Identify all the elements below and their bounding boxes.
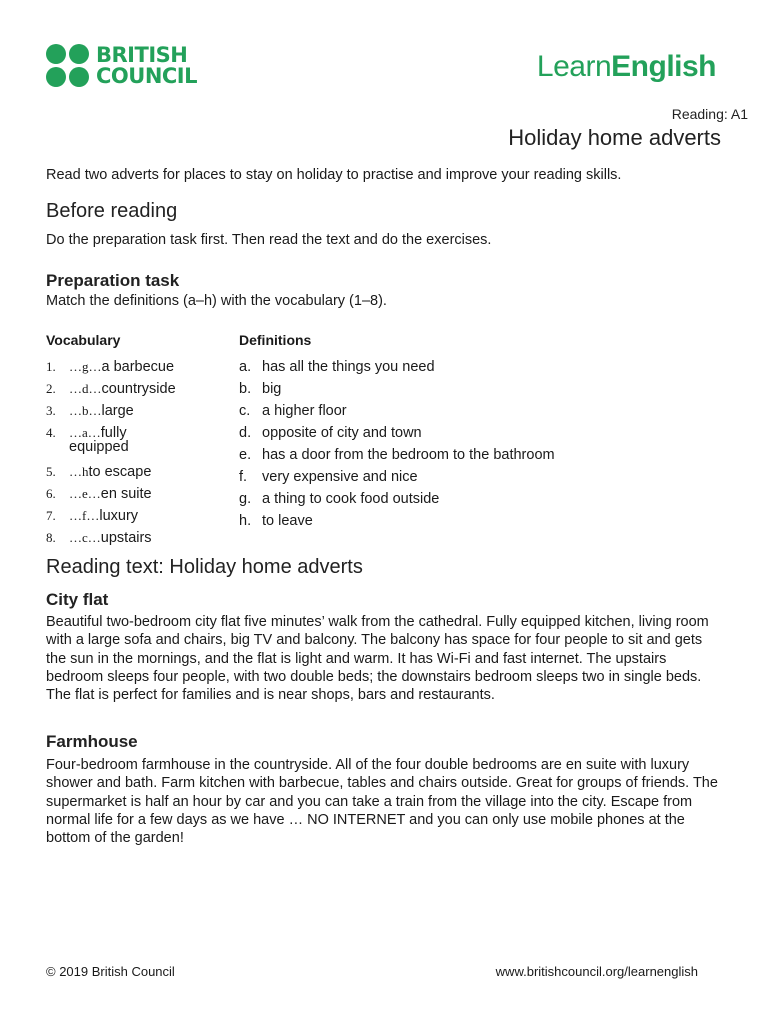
logo-line-1: BRITISH [96,42,188,67]
vocab-item: 1. …g… a barbecue [46,356,236,378]
vocab-answer: …c… [69,530,101,545]
logo-dots-icon [46,44,89,87]
page-title: Holiday home adverts [508,125,721,150]
learnenglish-brand [537,50,716,84]
vocab-item-continuation: equipped [69,439,129,455]
vocab-answer: …d… [69,381,102,396]
definition-item: g. a thing to cook food outside [239,491,440,507]
intro-text: Read two adverts for places to stay on holiday to practise and improve your reading skills. [46,167,622,183]
vocab-item: 2. …d… countryside [46,378,236,400]
before-reading-heading: Before reading [46,200,178,222]
vocab-answer: …e… [69,486,101,501]
vocab-item: 3. …b… large [46,400,236,422]
definitions-list [239,356,555,532]
vocab-answer: …a… [69,425,101,440]
vocab-answer: …g… [69,359,102,374]
definition-item: e. has a door from the bedroom to the bathroom [239,447,555,463]
brand-english: English [611,50,716,83]
preparation-instruction: Match the definitions (a–h) with the vocabulary (1–8). [46,293,387,309]
vocab-answer: …h [69,464,89,479]
definition-item: c. a higher floor [239,403,347,419]
definition-item: h. to leave [239,513,313,529]
website-link[interactable]: www.britishcouncil.org/learnenglish [495,964,698,979]
farmhouse-text: Four-bedroom farmhouse in the countryside. All of the four double bedrooms are en suite with luxury shower and bath. Farm kitchen with barbecue, tables and chairs outside. Great for groups of friends. The supermarket is half an hour by car and you can take a train from the village into the city. Escape from normal life for a few days as we have … NO INTERNET and you can only use mobile phones at the bottom of the garden! [46,757,718,847]
preparation-heading: Preparation task [46,271,180,290]
city-flat-text: Beautiful two-bedroom city flat five minutes’ walk from the cathedral. Fully equipped kitchen, living room with a large sofa and chairs, big TV and balcony. The balcony has space for four people to sit and gets the sun in the mornings, and the flat is light and warm. It has Wi-Fi and fast internet. The upstairs bedroom sleeps four people, with two double beds; the downstairs bedroom sleeps two in single beds. The flat is perfect for families and is near shops, bars and restaurants. [46,614,709,704]
vocab-item: 5. …h to escape [46,461,236,483]
city-flat-heading: City flat [46,590,109,609]
british-council-logo [46,44,197,87]
brand-learn: Learn [536,50,612,83]
vocab-answer: …b… [69,403,102,418]
vocab-item: 8. …c… upstairs [46,527,236,549]
before-reading-text: Do the preparation task first. Then read the text and do the exercises. [46,232,492,248]
definition-item: d. opposite of city and town [239,425,422,441]
definition-item: b. big [239,381,282,397]
vocab-item: 7. …f… luxury [46,505,236,527]
level-label: Reading: A1 [671,106,748,122]
definitions-header: Definitions [239,332,312,348]
vocab-item: 6. …e… en suite [46,483,236,505]
logo-line-2: COUNCIL [96,63,197,88]
copyright-footer: © 2019 British Council [46,964,175,979]
vocabulary-header: Vocabulary [46,332,121,348]
definition-item: f. very expensive and nice [239,469,418,485]
farmhouse-heading: Farmhouse [46,732,138,751]
vocabulary-list [46,356,236,549]
vocab-item: 4. …a… fully [46,422,236,444]
logo-wordmark [96,42,197,88]
reading-text-heading: Reading text: Holiday home adverts [46,556,363,578]
vocab-answer: …f… [69,508,100,523]
definition-item: a. has all the things you need [239,359,435,375]
